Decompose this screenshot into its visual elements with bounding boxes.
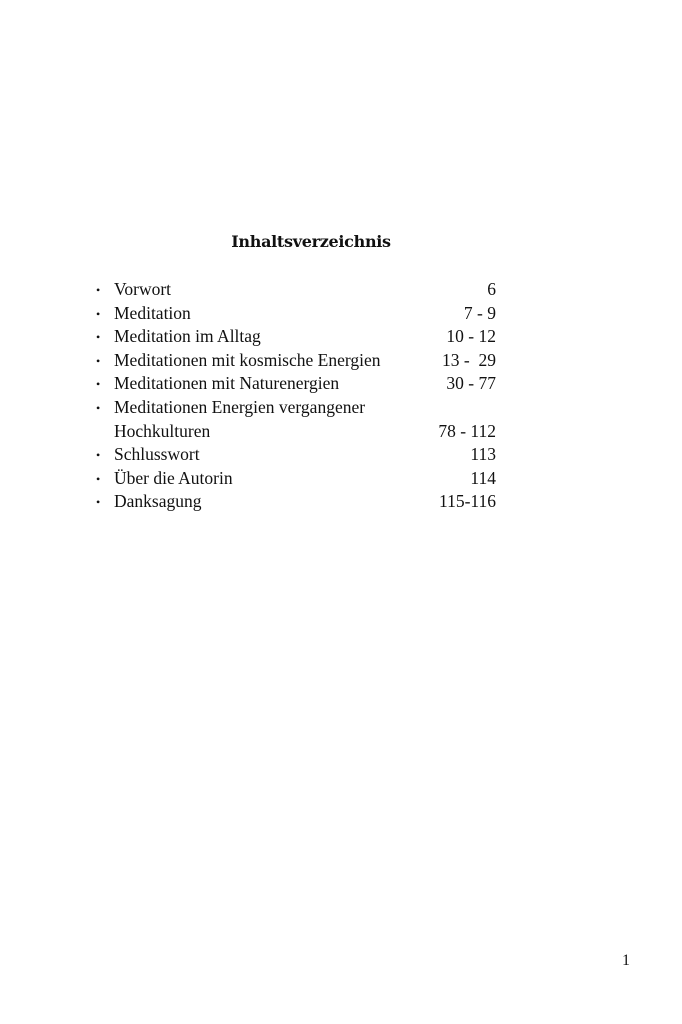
toc-item-pages: 114 [470,467,496,488]
toc-item-label: Meditationen mit kosmische Energien [114,349,381,370]
toc-item [96,467,496,491]
toc-item [96,349,496,373]
toc-item [96,278,496,302]
toc-list [96,278,496,514]
toc-item [96,325,496,349]
toc-item-pages: 7 - 9 [463,302,496,323]
toc-item-label: Meditation im Alltag [114,326,261,347]
toc-item-label: Schlusswort [114,444,200,465]
toc-title: Inhaltsverzeichnis [231,232,391,251]
toc-item-pages: 6 [487,279,496,299]
toc-item-pages: 113 [470,444,496,465]
bullet-icon: • [96,377,101,392]
toc-item-label-line2: Hochkulturen [114,420,211,441]
toc-item-pages: 30 - 77 [446,373,496,394]
toc-item [96,443,496,467]
toc-item [96,372,496,396]
toc-item-label: Meditation [114,302,191,323]
bullet-icon: • [96,306,101,321]
toc-item-pages: 78 - 112 [438,420,496,441]
page-number: 1 [622,952,630,969]
bullet-icon: • [96,448,101,463]
toc-item-label: Danksagung [114,491,202,512]
toc-item-label: Meditationen mit Naturenergien [114,373,340,394]
toc-item [96,396,496,443]
bullet-icon: • [96,353,101,368]
toc-item [96,490,496,514]
toc-item-label-line1: Meditationen Energien vergangener [114,396,366,417]
toc-item-label: Über die Autorin [114,467,233,488]
toc-item-label: Vorwort [114,279,172,299]
bullet-icon: • [96,283,101,297]
toc-item-pages: 10 - 12 [446,326,496,347]
toc-item-pages: 13 - 29 [442,349,496,370]
toc-item-pages: 115-116 [438,491,496,512]
bullet-icon: • [96,471,101,486]
bullet-icon: • [96,495,101,510]
bullet-icon: • [96,330,101,345]
bullet-icon: • [96,400,101,415]
toc-item-label [114,396,414,443]
toc-item [96,302,496,326]
